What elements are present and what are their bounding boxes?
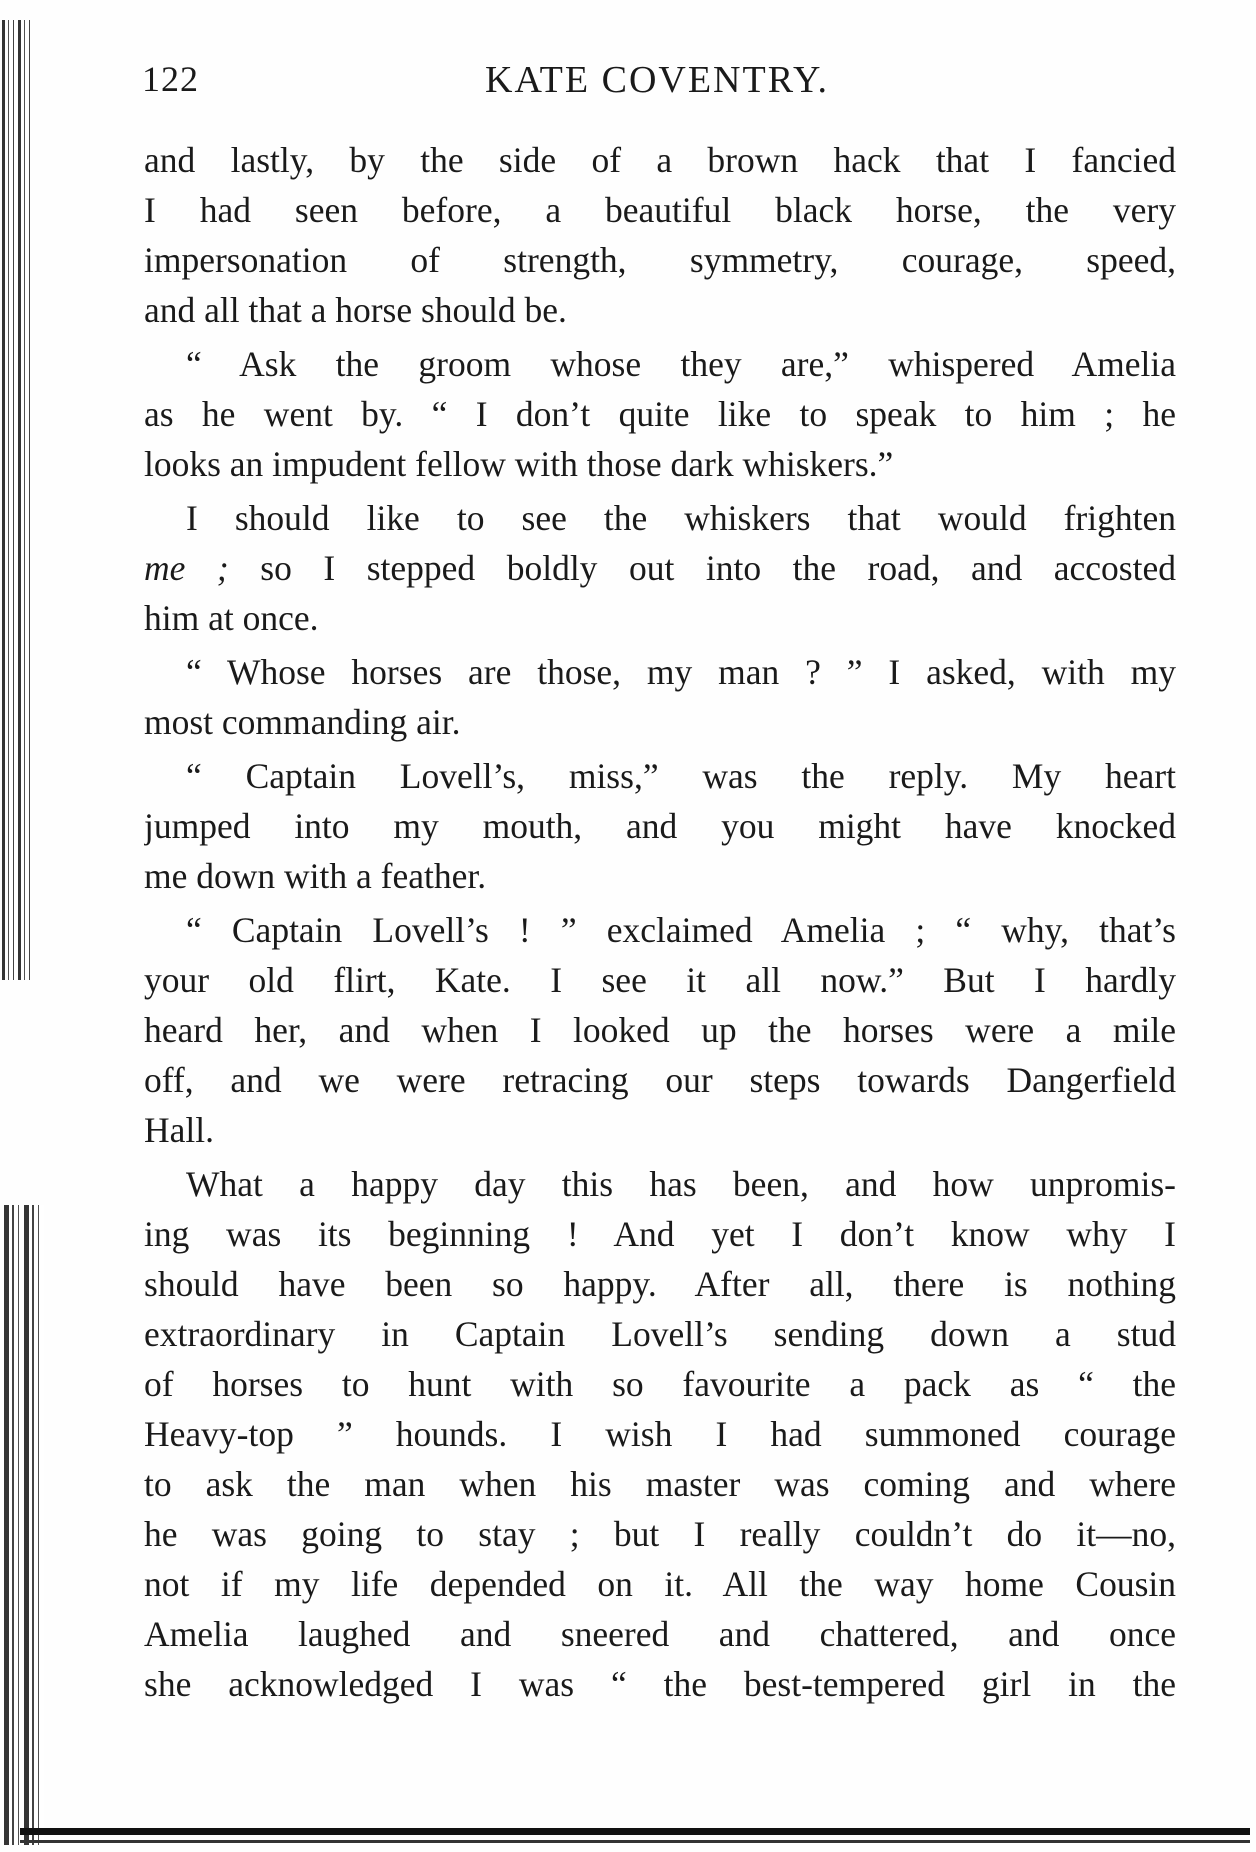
page-number: 122	[142, 59, 199, 99]
text-line: me down with a feather.	[144, 856, 487, 896]
text-line: she acknowledged I was “ the best-tempered girl in the	[144, 1664, 1176, 1704]
text-line: me ; so I stepped boldly out into the road, and accosted	[144, 548, 1176, 588]
text-line: What a happy day this has been, and how unpromis-	[186, 1164, 1176, 1204]
paragraph	[144, 493, 1176, 643]
text-line: as he went by. “ I don’t quite like to speak to him ; he	[144, 394, 1176, 434]
page-header	[142, 58, 1172, 118]
text-line: I had seen before, a beautiful black horse, the very	[144, 190, 1176, 230]
text-line: most commanding air.	[144, 702, 461, 742]
text-line: heard her, and when I looked up the horses were a mile	[144, 1010, 1176, 1050]
paragraph	[144, 339, 1176, 489]
scan-bottom-edge	[20, 1828, 1250, 1835]
text-line: to ask the man when his master was coming and where	[144, 1464, 1176, 1504]
text-line: not if my life depended on it. All the way home Cousin	[144, 1564, 1176, 1604]
text-line: “ Captain Lovell’s, miss,” was the reply. My heart	[186, 756, 1176, 796]
text-line: and all that a horse should be.	[144, 290, 567, 330]
paragraph	[144, 905, 1176, 1155]
text-line: of horses to hunt with so favourite a pack as “ the	[144, 1364, 1176, 1404]
scan-gutter-edge-upper	[2, 20, 30, 980]
text-line: “ Ask the groom whose they are,” whispered Amelia	[186, 344, 1176, 384]
text-line: Amelia laughed and sneered and chattered, and once	[144, 1614, 1176, 1654]
text-line: him at once.	[144, 598, 319, 638]
text-line: “ Whose horses are those, my man ? ” I asked, with my	[186, 652, 1176, 692]
text-line: Heavy-top ” hounds. I wish I had summoned courage	[144, 1414, 1176, 1454]
text-line: extraordinary in Captain Lovell’s sending down a stud	[144, 1314, 1176, 1354]
text-line: your old flirt, Kate. I see it all now.” But I hardly	[144, 960, 1176, 1000]
text-line: ing was its beginning ! And yet I don’t know why I	[144, 1214, 1176, 1254]
scan-gutter-edge-lower	[4, 1205, 44, 1845]
text-line: jumped into my mouth, and you might have knocked	[144, 806, 1176, 846]
body-text	[144, 135, 1176, 1709]
text-line: off, and we were retracing our steps towards Dangerfield	[144, 1060, 1176, 1100]
paragraph	[144, 1159, 1176, 1709]
text-line: should have been so happy. After all, there is nothing	[144, 1264, 1176, 1304]
scan-bottom-edge-thin	[20, 1840, 1250, 1843]
text-line: Hall.	[144, 1110, 214, 1150]
paragraph	[144, 135, 1176, 335]
text-line: he was going to stay ; but I really couldn’t do it—no,	[144, 1514, 1176, 1554]
text-line: “ Captain Lovell’s ! ” exclaimed Amelia ; “ why, that’s	[186, 910, 1176, 950]
paragraph	[144, 647, 1176, 747]
text-line: I should like to see the whiskers that would frighten	[186, 498, 1176, 538]
running-title: KATE COVENTRY.	[485, 59, 829, 101]
text-line: and lastly, by the side of a brown hack that I fancied	[144, 140, 1176, 180]
paragraph	[144, 751, 1176, 901]
text-line: impersonation of strength, symmetry, courage, speed,	[144, 240, 1176, 280]
text-line: looks an impudent fellow with those dark whiskers.”	[144, 444, 894, 484]
